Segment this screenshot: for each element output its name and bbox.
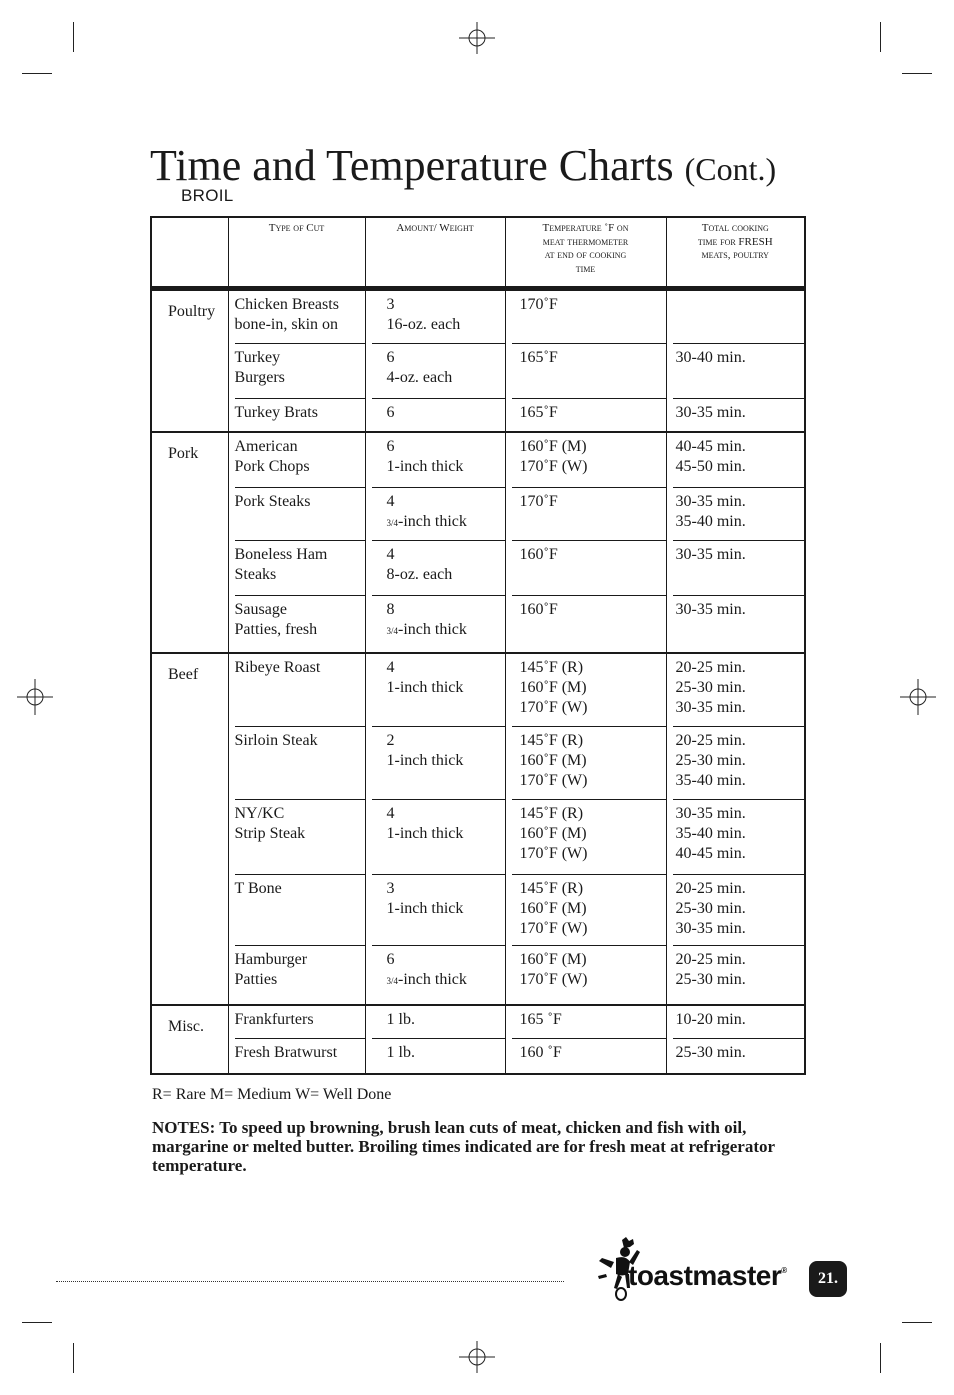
cell-line: 170˚F (W)	[519, 699, 588, 716]
cell-line: Burgers	[234, 369, 285, 386]
time-cell	[666, 726, 805, 799]
cell-line: Fresh Bratwurst	[234, 1044, 338, 1061]
cell-line: Turkey Brats	[234, 404, 318, 421]
crop-mark	[73, 1343, 74, 1373]
crop-mark	[880, 1343, 881, 1373]
amount-cell	[365, 874, 505, 945]
cell-line: 20-25 min.	[675, 951, 746, 968]
temp-cell	[505, 343, 666, 398]
cut-cell	[228, 726, 365, 799]
cut-cell	[228, 799, 365, 874]
cell-line: 45-50 min.	[675, 458, 746, 475]
cell-line: Frankfurters	[234, 1011, 314, 1028]
cell-line: 25-30 min.	[675, 679, 746, 696]
registration-mark-icon	[459, 20, 495, 56]
page-number: 21.	[809, 1261, 847, 1297]
cut-cell	[228, 874, 365, 945]
cell-line: 160˚F (M)	[519, 900, 587, 917]
cell-line: 6	[386, 438, 395, 455]
cell-line: 25-30 min.	[675, 1044, 746, 1061]
cell-line: 8-oz. each	[386, 566, 453, 583]
cell-line: 160˚F (M)	[519, 951, 587, 968]
cell-line: 2	[386, 732, 395, 749]
cell-line: 1-inch thick	[386, 825, 464, 842]
table-row	[151, 398, 805, 432]
header-line: time	[575, 262, 596, 275]
category-cell: Misc.	[151, 1005, 228, 1074]
header-line: time for FRESH	[697, 235, 773, 248]
amount-cell	[365, 398, 505, 432]
cell-line: Chicken Breasts	[234, 296, 339, 313]
crop-mark	[22, 73, 52, 74]
cell-line: 30-35 min.	[675, 493, 746, 510]
time-cell	[666, 1005, 805, 1038]
cell-line: 160˚F (M)	[519, 438, 587, 455]
table-row	[151, 595, 805, 653]
header-total-time	[666, 217, 805, 289]
cell-line: Boneless Ham	[234, 546, 328, 563]
temp-cell	[505, 874, 666, 945]
cell-line: 4	[386, 659, 395, 676]
cell-line: 35-40 min.	[675, 772, 746, 789]
temp-cell	[505, 398, 666, 432]
amount-cell	[365, 1038, 505, 1074]
dotted-rule	[56, 1281, 564, 1282]
table-row	[151, 874, 805, 945]
cell-line: 6	[386, 404, 395, 421]
cell-line: 6	[386, 951, 395, 968]
time-cell	[666, 432, 805, 487]
cell-line: 3	[386, 880, 395, 897]
header-amount-weight: Amount/ Weight	[365, 217, 505, 289]
cell-line: Steaks	[234, 566, 277, 583]
table-row	[151, 1005, 805, 1038]
cell-line: 6	[386, 349, 395, 366]
cell-line: 145˚F (R)	[519, 805, 584, 822]
cell-line: 40-45 min.	[675, 845, 746, 862]
table-row	[151, 432, 805, 487]
table-row	[151, 799, 805, 874]
cell-line: 40-45 min.	[675, 438, 746, 455]
cell-line: 170˚F (W)	[519, 458, 588, 475]
crop-mark	[902, 1322, 932, 1323]
cell-line: T Bone	[234, 880, 282, 897]
table-row	[151, 653, 805, 726]
time-cell	[666, 540, 805, 595]
cell-line: 4	[386, 493, 395, 510]
cell-line: 170˚F (W)	[519, 772, 588, 789]
cell-line: 1-inch thick	[386, 679, 464, 696]
cell-line: 3	[386, 296, 395, 313]
header-line: meats, poultry	[701, 249, 769, 261]
page-title-cont: (Cont.)	[684, 151, 777, 187]
cell-line: bone-in, skin on	[234, 316, 339, 333]
cut-cell	[228, 432, 365, 487]
cut-cell	[228, 653, 365, 726]
time-cell	[666, 874, 805, 945]
header-line: Total cooking	[701, 222, 769, 234]
cell-line: 30-40 min.	[675, 349, 746, 366]
header-line: at end of cooking	[544, 249, 627, 261]
cell-line: 30-35 min.	[675, 404, 746, 421]
cell-line: 165˚F	[519, 349, 558, 366]
cell-line: 160˚F (M)	[519, 825, 587, 842]
amount-cell	[365, 289, 505, 344]
cell-line: 30-35 min.	[675, 805, 746, 822]
cell-line: 10-20 min.	[675, 1011, 746, 1028]
cell-line: NY/KC	[234, 805, 285, 822]
amount-cell	[365, 432, 505, 487]
cell-line: 35-40 min.	[675, 825, 746, 842]
crop-mark	[73, 22, 74, 52]
cut-cell	[228, 540, 365, 595]
table-row	[151, 1038, 805, 1074]
amount-cell	[365, 487, 505, 540]
table-header-row	[151, 217, 805, 289]
cut-cell	[228, 595, 365, 653]
crop-mark	[880, 22, 881, 52]
cell-line: 1-inch thick	[386, 458, 464, 475]
cut-cell	[228, 487, 365, 540]
registration-mark-icon	[17, 679, 53, 715]
cell-line: 165 ˚F	[519, 1011, 562, 1028]
table-row	[151, 726, 805, 799]
table-row	[151, 343, 805, 398]
cut-cell	[228, 945, 365, 1005]
cell-line: 35-40 min.	[675, 513, 746, 530]
cell-line: 4	[386, 546, 395, 563]
page-title-text: Time and Temperature Charts	[150, 141, 674, 190]
cell-line: 3/4-inch thick	[386, 971, 467, 988]
cell-line: 30-35 min.	[675, 601, 746, 618]
amount-cell	[365, 726, 505, 799]
category-cell: Pork	[151, 432, 228, 653]
brand-name: toastmaster	[628, 1260, 782, 1291]
time-cell	[666, 799, 805, 874]
cell-line: 1-inch thick	[386, 900, 464, 917]
registration-mark-icon	[459, 1339, 495, 1375]
temp-cell	[505, 726, 666, 799]
cell-line: 30-35 min.	[675, 546, 746, 563]
cell-line: 3/4-inch thick	[386, 621, 467, 638]
fraction: 3/4	[386, 976, 399, 986]
cell-line: 170˚F (W)	[519, 971, 588, 988]
time-cell	[666, 343, 805, 398]
amount-cell	[365, 595, 505, 653]
time-cell	[666, 289, 805, 344]
cell-line: Patties, fresh	[234, 621, 318, 638]
cell-line: Ribeye Roast	[234, 659, 321, 676]
amount-cell	[365, 1005, 505, 1038]
amount-cell	[365, 343, 505, 398]
cell-line: 25-30 min.	[675, 752, 746, 769]
cell-line: Patties	[234, 971, 278, 988]
cell-line: Pork Chops	[234, 458, 310, 475]
notes-paragraph: NOTES: To speed up browning, brush lean cuts of meat, chicken and fish with oil, margarine or melted butter. Broiling times indicated are for fresh meat at refrigerator temperature.	[152, 1118, 775, 1175]
broil-chart-table	[150, 216, 806, 1075]
cell-line: 160˚F	[519, 546, 558, 563]
temp-cell	[505, 289, 666, 344]
temp-cell	[505, 487, 666, 540]
temp-cell	[505, 1005, 666, 1038]
cell-line: 160 ˚F	[519, 1044, 562, 1061]
table-row	[151, 540, 805, 595]
cell-line: 20-25 min.	[675, 880, 746, 897]
cut-cell	[228, 343, 365, 398]
table-row	[151, 487, 805, 540]
cell-line: 165˚F	[519, 404, 558, 421]
header-category	[151, 217, 228, 289]
crop-mark	[902, 73, 932, 74]
time-cell	[666, 595, 805, 653]
cell-line: 145˚F (R)	[519, 880, 584, 897]
cell-line: 1 lb.	[386, 1011, 415, 1028]
category-cell: Beef	[151, 653, 228, 1005]
temp-cell	[505, 945, 666, 1005]
cell-line: Sirloin Steak	[234, 732, 318, 749]
cell-line: 30-35 min.	[675, 699, 746, 716]
header-temperature	[505, 217, 666, 289]
header-type-of-cut: Type of Cut	[228, 217, 365, 289]
cell-line: 8	[386, 601, 395, 618]
time-cell	[666, 653, 805, 726]
amount-cell	[365, 945, 505, 1005]
page-title	[150, 140, 776, 195]
cell-line: Pork Steaks	[234, 493, 311, 510]
cell-line: 160˚F	[519, 601, 558, 618]
header-line: Temperature ˚F on	[542, 222, 629, 234]
cell-line: Strip Steak	[234, 825, 306, 842]
table-body	[151, 289, 805, 1075]
time-cell	[666, 945, 805, 1005]
cell-line: 145˚F (R)	[519, 659, 584, 676]
temp-cell	[505, 595, 666, 653]
temp-cell	[505, 653, 666, 726]
category-cell: Poultry	[151, 289, 228, 433]
time-cell	[666, 1038, 805, 1074]
cell-line: 3/4-inch thick	[386, 513, 467, 530]
registered-mark: ®	[781, 1266, 787, 1275]
cell-line: 170˚F (W)	[519, 845, 588, 862]
cell-line: 170˚F (W)	[519, 920, 588, 937]
section-subtitle: BROIL	[181, 186, 234, 205]
cell-line: 160˚F (M)	[519, 679, 587, 696]
brand-logo	[628, 1260, 787, 1292]
cell-line: 4-oz. each	[386, 369, 453, 386]
cell-line: American	[234, 438, 298, 455]
time-cell	[666, 398, 805, 432]
cell-line: 16-oz. each	[386, 316, 461, 333]
cell-line: 20-25 min.	[675, 732, 746, 749]
header-line: meat thermometer	[542, 235, 629, 248]
cell-line: 160˚F (M)	[519, 752, 587, 769]
table-row	[151, 945, 805, 1005]
fraction: 3/4	[386, 626, 399, 636]
temp-cell	[505, 432, 666, 487]
amount-cell	[365, 799, 505, 874]
crop-mark	[22, 1322, 52, 1323]
cut-cell	[228, 1005, 365, 1038]
cell-line: 20-25 min.	[675, 659, 746, 676]
fraction: 3/4	[386, 518, 399, 528]
temp-cell	[505, 799, 666, 874]
cell-line: 1-inch thick	[386, 752, 464, 769]
temp-cell	[505, 1038, 666, 1074]
cell-line: Sausage	[234, 601, 287, 618]
cell-line: Turkey	[234, 349, 281, 366]
doneness-legend: R= Rare M= Medium W= Well Done	[152, 1086, 392, 1103]
cell-line: Hamburger	[234, 951, 308, 968]
time-cell	[666, 487, 805, 540]
table-row	[151, 289, 805, 344]
amount-cell	[365, 653, 505, 726]
cut-cell	[228, 289, 365, 344]
cell-line: 1 lb.	[386, 1044, 415, 1061]
cell-line: 145˚F (R)	[519, 732, 584, 749]
cell-line: 170˚F	[519, 296, 558, 313]
cell-line: 25-30 min.	[675, 971, 746, 988]
cell-line: 30-35 min.	[675, 920, 746, 937]
cell-line: 170˚F	[519, 493, 558, 510]
registration-mark-icon	[900, 679, 936, 715]
cut-cell	[228, 1038, 365, 1074]
cell-line: 25-30 min.	[675, 900, 746, 917]
cut-cell	[228, 398, 365, 432]
amount-cell	[365, 540, 505, 595]
cell-line: 4	[386, 805, 395, 822]
temp-cell	[505, 540, 666, 595]
